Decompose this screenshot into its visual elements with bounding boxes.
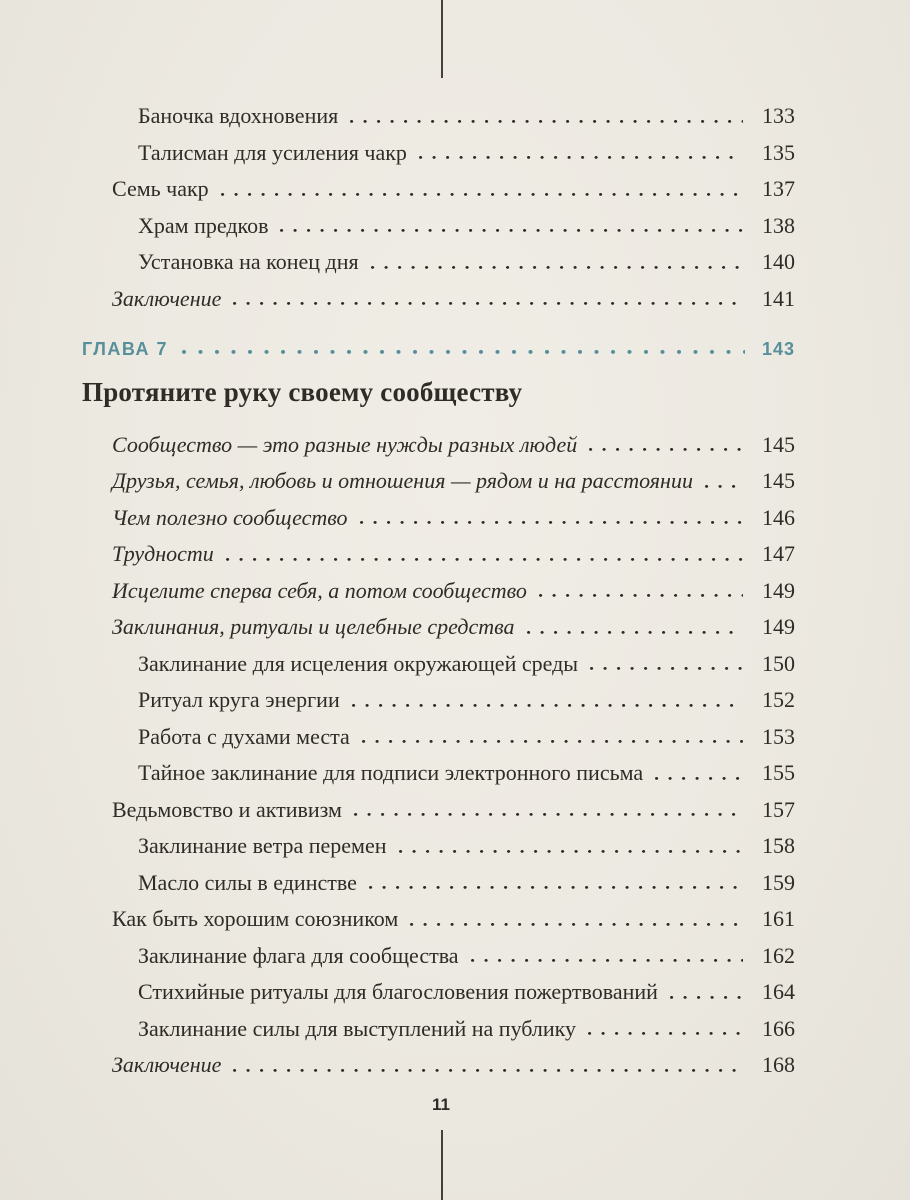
toc-entry-page-number: 166 bbox=[762, 1015, 795, 1041]
dot-leader bbox=[182, 350, 745, 355]
dot-leader bbox=[539, 594, 743, 598]
toc-entry bbox=[82, 1016, 795, 1042]
toc-entry-page-number: 145 bbox=[762, 431, 795, 457]
dot-leader bbox=[589, 448, 743, 452]
chapter-title: Протяните руку своему сообществу bbox=[82, 376, 523, 407]
dot-leader bbox=[588, 1032, 743, 1036]
toc-entry-title: Как быть хорошим союзником bbox=[112, 906, 399, 931]
toc-entry-page-number: 133 bbox=[762, 103, 795, 128]
bottom-divider-line bbox=[441, 1130, 443, 1200]
dot-leader bbox=[705, 484, 743, 488]
toc-entry-title: Ритуал круга энергии bbox=[138, 687, 340, 712]
toc-entry-page-number: 157 bbox=[762, 796, 795, 822]
toc-entry-page-number: 145 bbox=[762, 468, 795, 493]
toc-entry-title: Чем полезно сообщество bbox=[112, 504, 348, 530]
toc-entry-page-number: 137 bbox=[762, 176, 795, 201]
toc-entry-page-number: 161 bbox=[762, 906, 795, 931]
dot-leader bbox=[655, 776, 743, 780]
toc-entry-title: Талисман для усиления чакр bbox=[138, 139, 407, 165]
dot-leader bbox=[360, 521, 743, 525]
toc-entry-page-number: 138 bbox=[762, 212, 795, 238]
chapter-label: ГЛАВА 7 bbox=[82, 338, 168, 359]
toc-entry-title: Масло силы в единстве bbox=[138, 869, 357, 895]
chapter-page-number: 143 bbox=[761, 338, 795, 359]
dot-leader bbox=[419, 156, 743, 160]
dot-leader bbox=[399, 849, 743, 853]
toc-entry-page-number: 153 bbox=[762, 723, 795, 749]
dot-leader bbox=[590, 667, 743, 671]
toc-entry-title: Заключение bbox=[112, 285, 222, 311]
toc-entry-title: Стихийные ритуалы для благословения пожертвований bbox=[138, 979, 658, 1004]
toc-entry bbox=[82, 286, 795, 312]
toc-entry bbox=[82, 760, 795, 786]
toc-entry-page-number: 158 bbox=[762, 833, 795, 858]
toc-entry-page-number: 149 bbox=[762, 577, 795, 603]
toc-entry bbox=[82, 213, 795, 239]
toc-entry-page-number: 162 bbox=[762, 942, 795, 968]
toc-entry-title: Установка на конец дня bbox=[138, 249, 359, 274]
footer-page-number: 11 bbox=[432, 1095, 450, 1114]
toc-entry-page-number: 155 bbox=[762, 760, 795, 785]
toc-entry-page-number: 149 bbox=[762, 614, 795, 639]
toc-entry-title: Исцелите сперва себя, а потом сообщество bbox=[112, 577, 527, 603]
toc-entry bbox=[82, 614, 795, 640]
dot-leader bbox=[233, 302, 743, 306]
toc-entry bbox=[82, 833, 795, 859]
dot-leader bbox=[233, 1068, 743, 1072]
toc-entry-title: Заклинание силы для выступлений на публику bbox=[138, 1015, 577, 1041]
toc-entry bbox=[82, 432, 795, 458]
toc-entry-page-number: 159 bbox=[762, 869, 795, 895]
table-of-contents bbox=[82, 103, 795, 1089]
toc-entry-page-number: 150 bbox=[762, 650, 795, 676]
dot-leader bbox=[371, 265, 743, 269]
toc-entry bbox=[82, 979, 795, 1005]
toc-entry-title: Работа с духами места bbox=[138, 723, 350, 749]
toc-entry bbox=[82, 870, 795, 896]
toc-entry bbox=[82, 724, 795, 750]
toc-entry-page-number: 146 bbox=[762, 504, 795, 530]
toc-entry-title: Друзья, семья, любовь и отношения — рядом и на расстоянии bbox=[112, 468, 693, 493]
toc-entry-page-number: 141 bbox=[762, 285, 795, 311]
toc-entry-page-number: 168 bbox=[762, 1052, 795, 1077]
toc-entry bbox=[82, 943, 795, 969]
toc-entry bbox=[82, 906, 795, 932]
toc-entry bbox=[82, 1052, 795, 1078]
toc-entry-title: Заклинание для исцеления окружающей среды bbox=[138, 650, 579, 676]
toc-entry-page-number: 140 bbox=[762, 249, 795, 274]
top-divider-line bbox=[441, 0, 443, 78]
toc-entry-title: Трудности bbox=[112, 541, 214, 566]
toc-entry bbox=[82, 103, 795, 129]
dot-leader bbox=[670, 995, 743, 999]
dot-leader bbox=[350, 119, 743, 123]
toc-entry bbox=[82, 541, 795, 567]
toc-entry bbox=[82, 176, 795, 202]
dot-leader bbox=[221, 192, 743, 196]
toc-entry-title: Тайное заклинание для подписи электронного письма bbox=[138, 760, 644, 785]
toc-entry-title: Ведьмовство и активизм bbox=[112, 796, 342, 822]
toc-entry-title: Храм предков bbox=[138, 212, 269, 238]
toc-entry-title: Сообщество — это разные нужды разных людей bbox=[112, 431, 578, 457]
toc-entry-page-number: 135 bbox=[762, 139, 795, 165]
dot-leader bbox=[369, 886, 743, 890]
toc-entry-page-number: 164 bbox=[762, 979, 795, 1004]
toc-entry-title: Заклинания, ритуалы и целебные средства bbox=[112, 614, 515, 639]
toc-entry-page-number: 152 bbox=[762, 687, 795, 712]
dot-leader bbox=[362, 740, 743, 744]
dot-leader bbox=[226, 557, 743, 561]
toc-entry bbox=[82, 468, 795, 494]
toc-entry-title: Заклинание флага для сообщества bbox=[138, 942, 459, 968]
toc-section-pre-chapter bbox=[82, 103, 795, 312]
toc-entry bbox=[82, 797, 795, 823]
dot-leader bbox=[471, 959, 743, 963]
toc-entry-title: Семь чакр bbox=[112, 176, 209, 201]
toc-entry bbox=[82, 505, 795, 531]
toc-entry-title: Баночка вдохновения bbox=[138, 103, 339, 128]
toc-entry bbox=[82, 249, 795, 275]
dot-leader bbox=[410, 922, 743, 926]
toc-entry bbox=[82, 578, 795, 604]
toc-entry bbox=[82, 651, 795, 677]
dot-leader bbox=[354, 813, 743, 817]
chapter-heading bbox=[82, 339, 795, 360]
toc-entry-title: Заклинание ветра перемен bbox=[138, 833, 387, 858]
toc-entry-page-number: 147 bbox=[762, 541, 795, 566]
toc-entry bbox=[82, 140, 795, 166]
toc-entry bbox=[82, 687, 795, 713]
dot-leader bbox=[352, 703, 743, 707]
dot-leader bbox=[280, 229, 743, 233]
toc-section-chapter-entries bbox=[82, 432, 795, 1079]
toc-entry-title: Заключение bbox=[112, 1052, 222, 1077]
dot-leader bbox=[527, 630, 743, 634]
